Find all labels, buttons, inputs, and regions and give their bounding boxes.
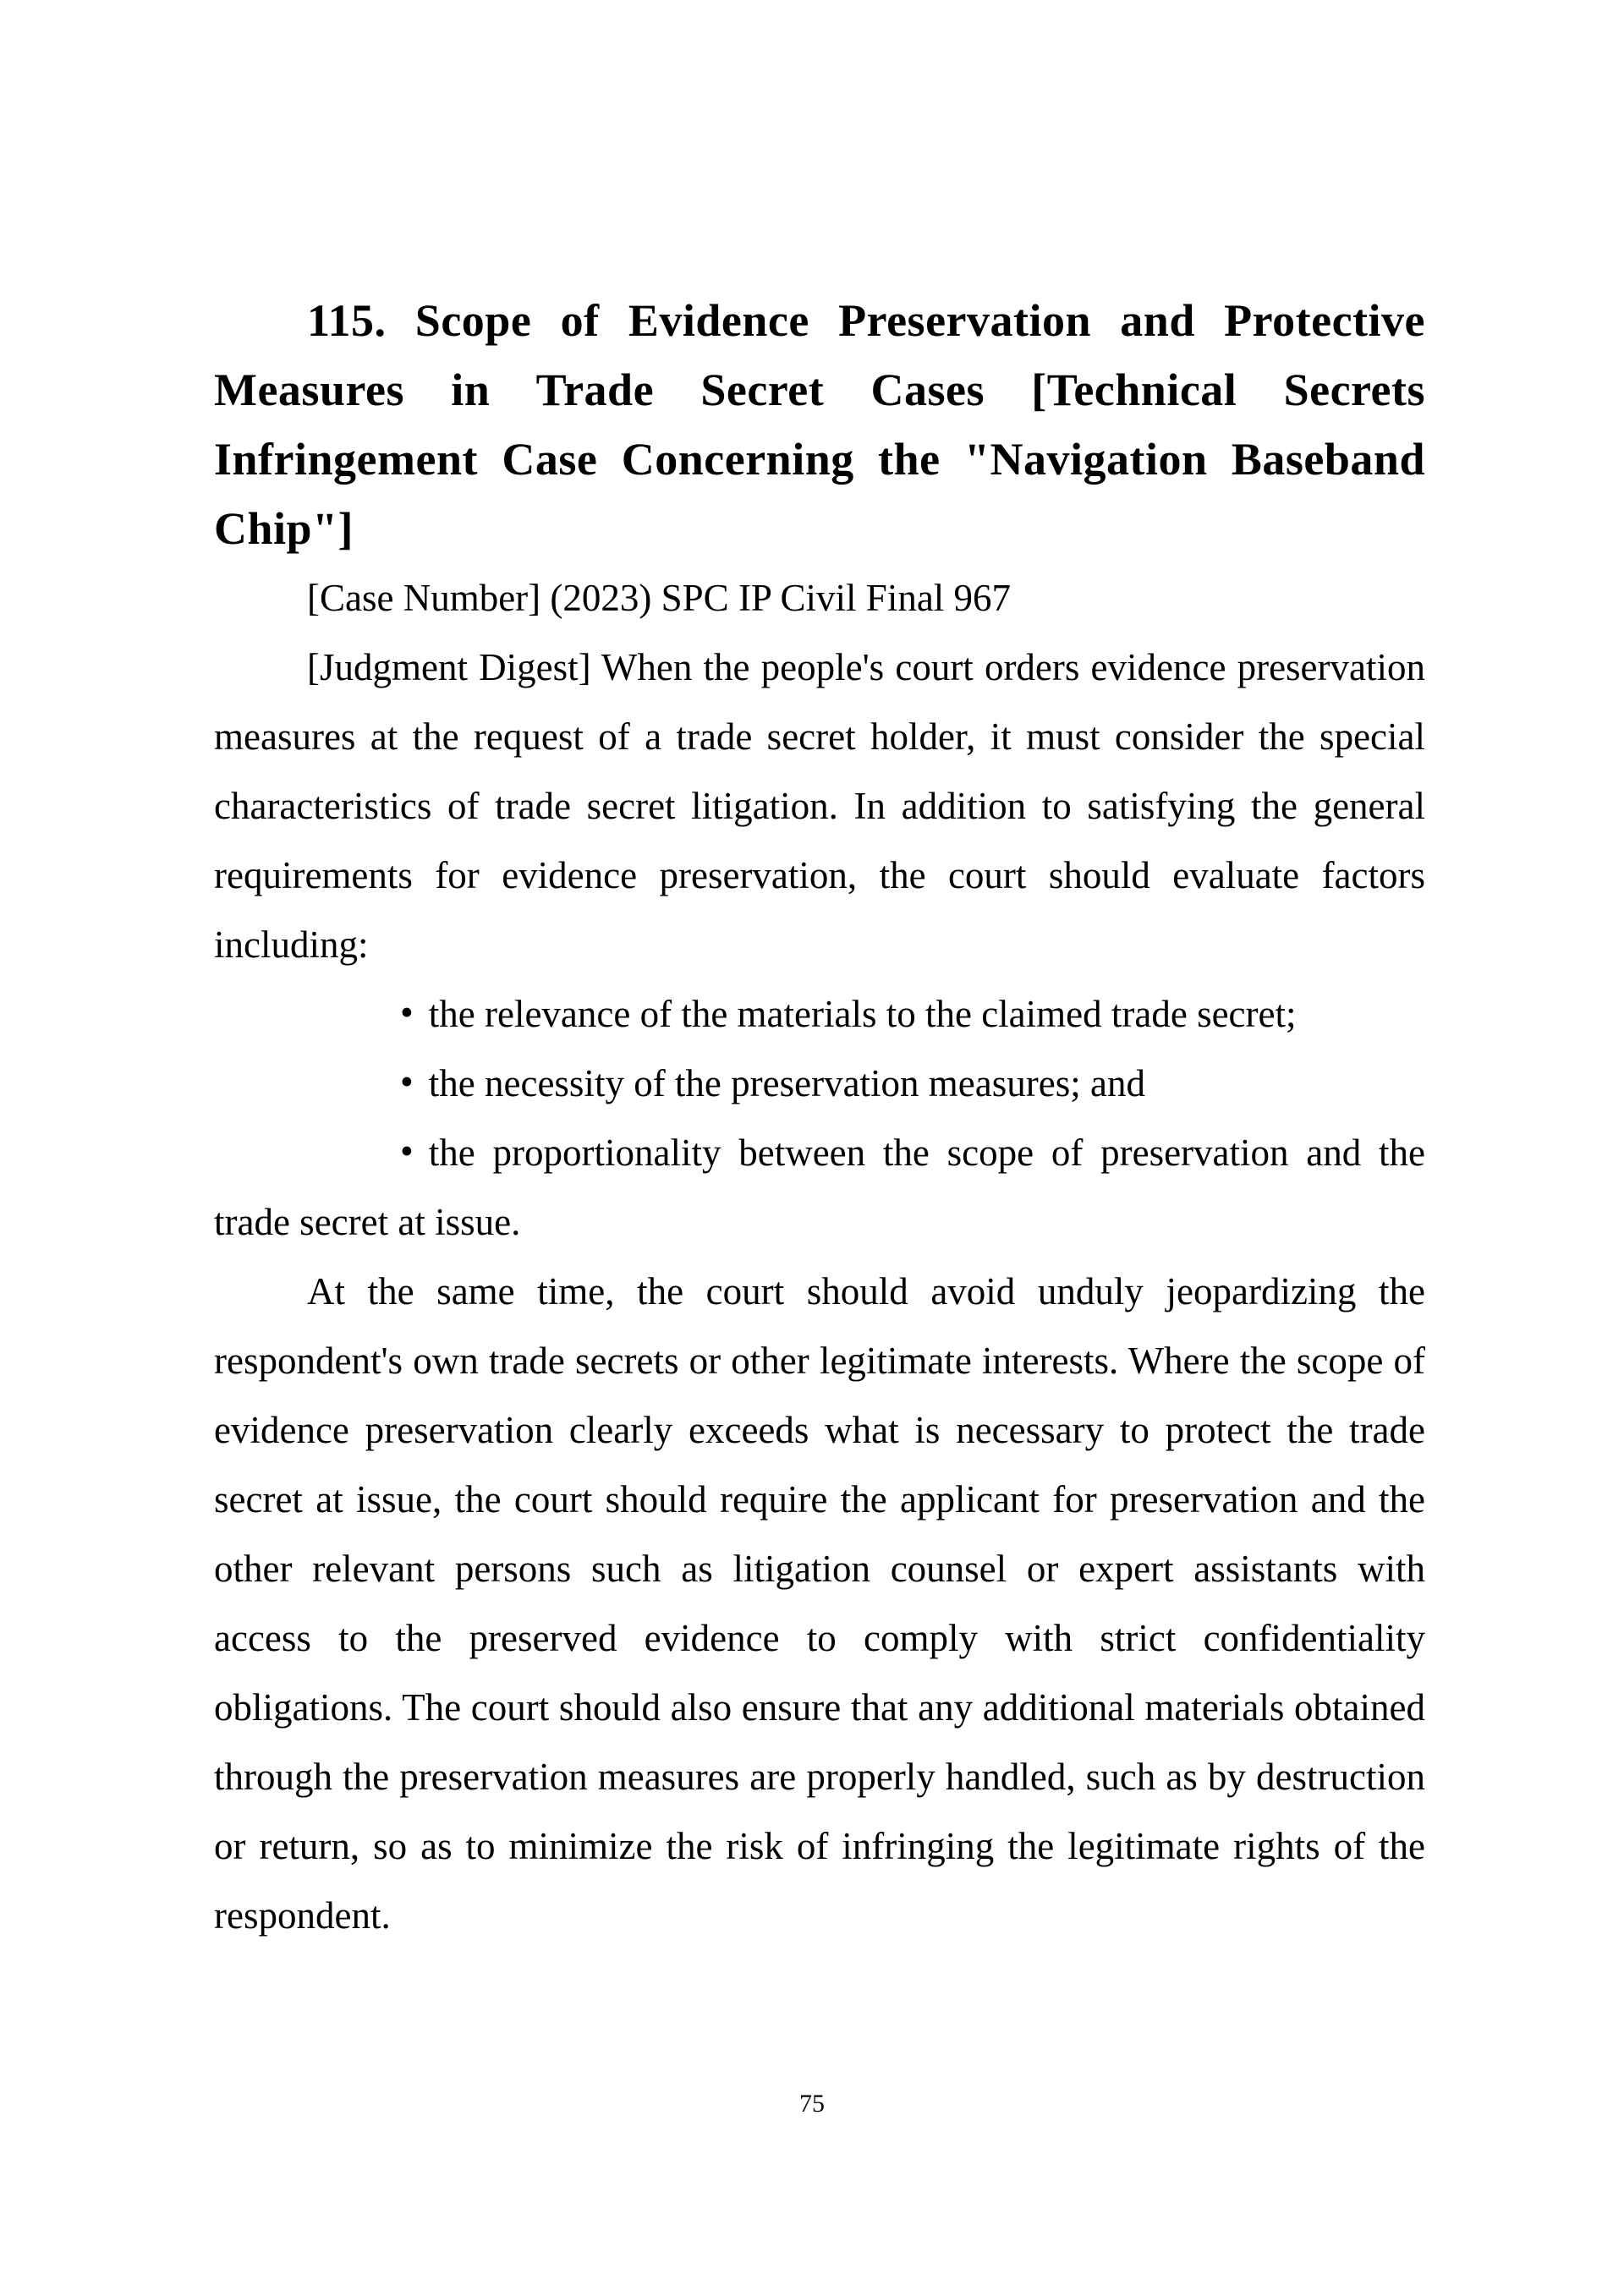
bullet-item-proportionality [214,1118,1425,1257]
bullet-item-relevance [214,979,1425,1049]
bullet-item-necessity [214,1049,1425,1118]
bullet-marker-icon: • [400,1060,414,1103]
section-heading: 115. Scope of Evidence Preservation and Protective Measures in Trade Secret Cases [Technical Secrets Infringement Case Concerning the "Navigation Baseband Chip"] [214,295,1425,554]
page-footer [0,2087,1624,2121]
judgment-digest-paragraph: [Judgment Digest] When the people's court orders evidence preservation measures at the request of a trade secret holder, it must consider the special characteristics of trade secret litigation. In addition to satisfying the general requirements for evidence preservation, the court should evaluate factors including: [214,646,1425,966]
bullet-text: the relevance of the materials to the claimed trade secret; [428,993,1297,1035]
text-block [214,286,1425,1950]
bullet-text: the necessity of the preservation measures; and [428,1062,1145,1104]
bullet-marker-icon: • [400,1130,414,1172]
case-number-line: [Case Number] (2023) SPC IP Civil Final 967 [307,577,1012,619]
bullet-text: the proportionality between the scope of preservation and the trade secret at issue. [214,1132,1425,1243]
bullet-marker-icon: • [400,991,414,1033]
page-number: 75 [799,2090,825,2118]
closing-paragraph: At the same time, the court should avoid unduly jeopardizing the respondent's own trade secrets or other legitimate interests. Where the scope of evidence preservation clearly exceeds what is necessary to protect the trade secret at issue, the court should require the applicant for preservation and the other relevant persons such as litigation counsel or expert assistants with access to the preserved evidence to comply with strict confidentiality obligations. The court should also ensure that any additional materials obtained through the preservation measures are properly handled, such as by destruction or return, so as to minimize the risk of infringing the legitimate rights of the respondent. [214,1270,1425,1937]
